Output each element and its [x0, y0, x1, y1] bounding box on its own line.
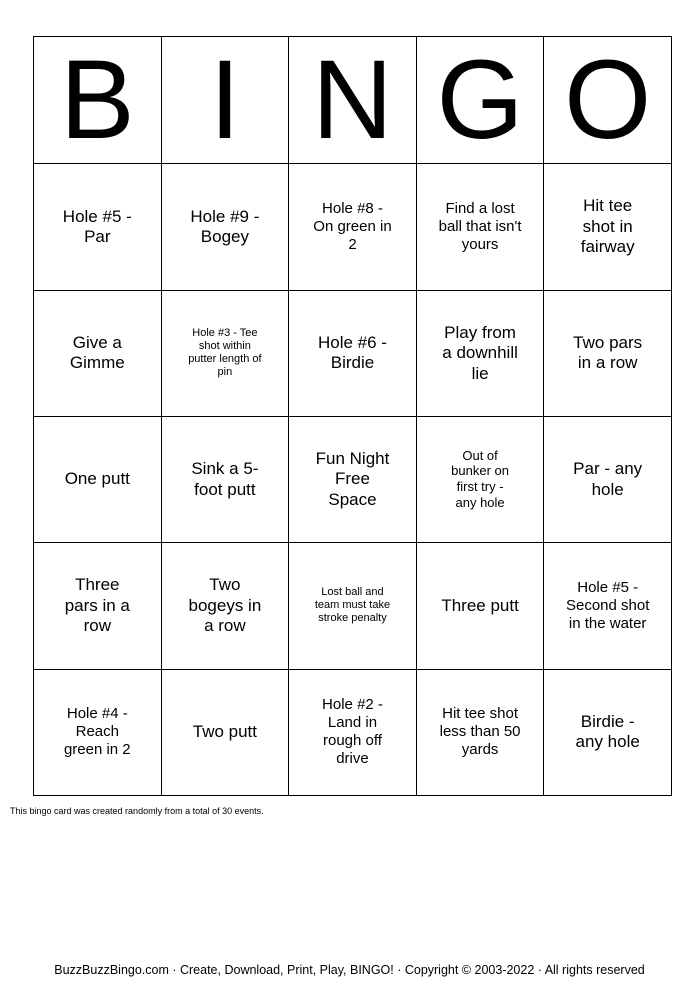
square-text: Hit tee shot less than 50 yards: [439, 705, 521, 759]
square-text: Find a lost ball that isn't yours: [438, 199, 522, 253]
square-text: Three putt: [441, 595, 519, 615]
square-text: Out of bunker on first try - any hole: [451, 447, 509, 510]
header-row: [34, 37, 672, 164]
bingo-square: [544, 543, 672, 669]
header-letter: N: [312, 37, 393, 163]
bingo-square: [289, 543, 417, 669]
bingo-square: [544, 290, 672, 416]
card-row: [34, 164, 672, 290]
header-cell-o: [544, 37, 672, 164]
square-text: Two putt: [192, 722, 258, 742]
bingo-square: [416, 416, 544, 542]
bingo-square: [416, 164, 544, 290]
bingo-square: [161, 543, 289, 669]
square-text: Hit tee shot in fairway: [580, 196, 635, 257]
square-text: Give a Gimme: [69, 332, 125, 373]
bingo-square: [34, 543, 162, 669]
bingo-square: [289, 416, 417, 542]
square-text: Hole #4 -Reach green in 2: [63, 705, 131, 759]
square-text: Hole #3 - Tee shot within putter length of pin: [188, 326, 262, 379]
bingo-square: [161, 164, 289, 290]
bingo-square: [544, 416, 672, 542]
square-text: Hole #5 - Second shot in the water: [565, 578, 650, 632]
bingo-square: [289, 669, 417, 795]
square-text: Hole #9 - Bogey: [190, 206, 260, 246]
square-text: Fun Night Free Space: [315, 449, 390, 509]
square-text: One putt: [64, 469, 130, 489]
card-row: [34, 290, 672, 416]
bingo-square: [34, 290, 162, 416]
square-text: Hole #2 - Land in rough off drive: [322, 696, 383, 768]
square-text: Hole #8 - On green in 2: [313, 199, 392, 253]
bingo-square: [34, 416, 162, 542]
card-row: [34, 416, 672, 542]
bingo-square: [161, 290, 289, 416]
bingo-square: [289, 290, 417, 416]
card-body: [34, 164, 672, 796]
bingo-square: [161, 669, 289, 795]
bingo-square: [416, 669, 544, 795]
square-text: Two pars in a row: [573, 332, 643, 373]
bingo-square: [289, 164, 417, 290]
card-row: [34, 543, 672, 669]
square-text: Lost ball and team must take stroke penalty: [314, 585, 391, 625]
header-letter: I: [209, 37, 241, 163]
bingo-square: [34, 669, 162, 795]
square-text: Two bogeys in a row: [188, 575, 262, 636]
header-letter: O: [564, 37, 652, 163]
bingo-card: [33, 36, 672, 796]
square-text: Hole #6 - Birdie: [317, 332, 387, 373]
header-letter: G: [436, 37, 524, 163]
header-letter: B: [59, 37, 135, 163]
card-footnote: This bingo card was created randomly from a total of 30 events.: [10, 806, 264, 816]
square-text: Par - any hole: [573, 459, 643, 499]
square-text: Three pars in a row: [64, 575, 130, 636]
square-text: Birdie - any hole: [575, 711, 640, 752]
bingo-square: [34, 164, 162, 290]
bingo-square: [161, 416, 289, 542]
bingo-square: [544, 164, 672, 290]
header-cell-g: [416, 37, 544, 164]
header-cell-n: [289, 37, 417, 164]
card-row: [34, 669, 672, 795]
bingo-square: [416, 543, 544, 669]
site-footer: BuzzBuzzBingo.com · Create, Download, Print, Play, BINGO! · Copyright © 2003-2022 · All rights reserved: [54, 963, 645, 977]
bingo-square: [416, 290, 544, 416]
header-cell-b: [34, 37, 162, 164]
square-text: Hole #5 - Par: [62, 206, 132, 246]
square-text: Sink a 5-foot putt: [191, 459, 259, 499]
square-text: Play from a downhill lie: [442, 322, 518, 383]
bingo-square: [544, 669, 672, 795]
header-cell-i: [161, 37, 289, 164]
